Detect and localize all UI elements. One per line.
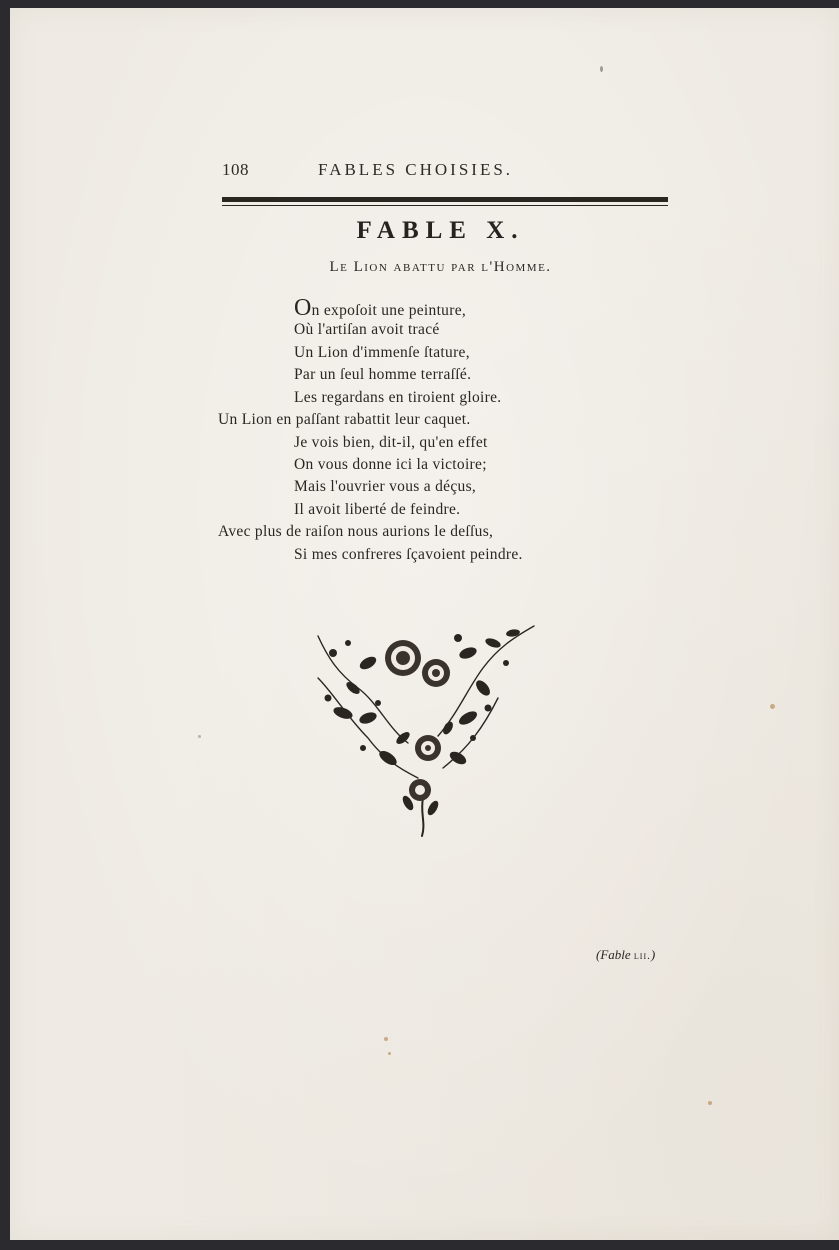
verse-line-9: Mais l'ouvrier vous a déçus, xyxy=(294,478,477,495)
verse-line-4: Par un ſeul homme terraſſé. xyxy=(294,366,472,383)
header-rule-thick xyxy=(222,197,668,202)
foxing-spot xyxy=(770,704,775,709)
verse-line-text: n expoſoit une peinture, xyxy=(311,302,467,319)
paper-blemish xyxy=(600,66,603,72)
verse-line-11: Avec plus de raiſon nous aurions le deſſus, xyxy=(218,523,494,540)
header-rule-thin xyxy=(222,205,668,206)
floral-garland-ornament-icon xyxy=(308,618,544,840)
footer-reference-word: Fable xyxy=(600,947,631,962)
verse-line-3: Un Lion d'immenſe ſtature, xyxy=(294,344,470,361)
verse-line-10: Il avoit liberté de feindre. xyxy=(294,501,461,518)
paper-blemish xyxy=(198,735,201,738)
verse-line-8: On vous donne ici la victoire; xyxy=(294,456,487,473)
verse-line-5: Les regardans en tiroient gloire. xyxy=(294,389,502,406)
footer-reference-numeral: lii. xyxy=(633,950,651,962)
foxing-spot xyxy=(708,1101,712,1105)
foxing-spot xyxy=(384,1037,388,1041)
page-header xyxy=(222,160,668,186)
running-title: FABLES CHOISIES. xyxy=(318,160,514,179)
fable-subtitle: Le Lion abattu par l'Homme. xyxy=(329,259,552,275)
foxing-spot xyxy=(388,1052,391,1055)
verse-line-7: Je vois bien, dit-il, qu'en effet xyxy=(294,434,488,451)
verse-line-6: Un Lion en paſſant rabattit leur caquet. xyxy=(218,411,471,428)
verse-line-1 xyxy=(294,296,466,320)
verse-line-2: Où l'artiſan avoit tracé xyxy=(294,321,440,338)
fable-title: FABLE X. xyxy=(356,217,525,244)
page-number: 108 xyxy=(222,160,249,179)
footer-reference: (Fable lii.) xyxy=(596,947,656,962)
verse-line-12: Si mes confreres ſçavoient peindre. xyxy=(294,546,523,563)
drop-cap: O xyxy=(294,295,312,321)
